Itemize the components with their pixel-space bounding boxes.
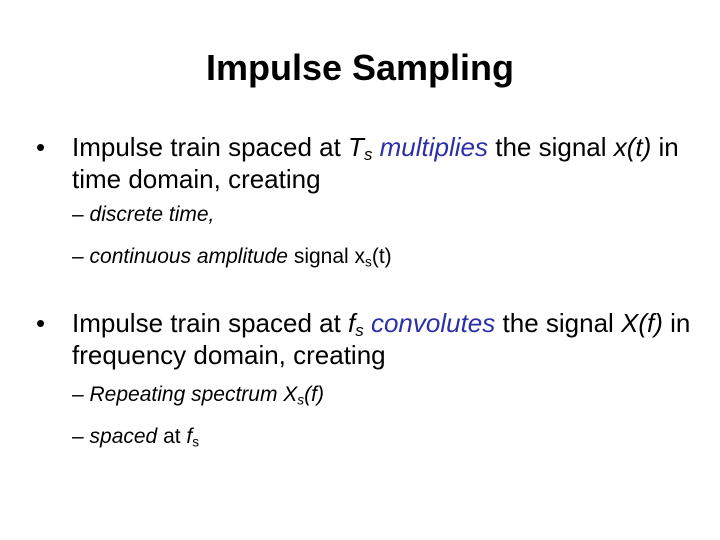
subbullet-tail: (t) <box>371 245 392 268</box>
ts-symbol <box>348 132 373 165</box>
fs-subscript: s <box>355 321 364 341</box>
bullet-text <box>72 307 696 371</box>
signal-xf: X(f) <box>621 308 663 338</box>
bullet-text-part: Impulse train spaced at <box>72 308 349 338</box>
subbullet-spaced-at-fs <box>72 423 692 451</box>
fs-main: f <box>186 425 193 448</box>
subbullet-text: discrete time, <box>89 203 215 226</box>
bullet-dot: • <box>36 132 46 162</box>
subbullet-continuous-amplitude <box>72 243 692 271</box>
subbullet-tail: (f) <box>304 383 324 406</box>
bullet-text-part: in frequency domain, creating <box>72 308 691 370</box>
slide-title: Impulse Sampling <box>205 47 515 88</box>
bullet-text-gap <box>372 132 379 162</box>
dash: – <box>72 425 90 448</box>
ts-main: T <box>348 132 364 162</box>
bullet-time-domain <box>36 131 696 195</box>
subbullet-italic: spaced <box>89 425 158 448</box>
subbullet-text: at <box>157 425 187 448</box>
xs-subscript: s <box>365 254 372 270</box>
fs-symbol <box>348 308 364 341</box>
subbullet-italic <box>90 383 324 406</box>
fs-main: f <box>348 308 356 338</box>
bullet-text-gap <box>364 308 371 338</box>
bullet-frequency-domain <box>36 307 696 371</box>
dash: – <box>72 203 90 226</box>
dash: – <box>72 245 90 268</box>
bullet-text-part: in time domain, creating <box>72 132 679 194</box>
dash: – <box>72 383 90 406</box>
bullet-text-part: the signal <box>495 308 622 338</box>
subbullet-text: Repeating spectrum X <box>89 383 298 406</box>
multiplies-keyword: multiplies <box>379 132 488 162</box>
xs-subscript: s <box>297 392 305 408</box>
subbullet-discrete-time <box>72 201 692 229</box>
bullet-text-part: Impulse train spaced at <box>72 132 349 162</box>
bullet-text-part: the signal <box>488 132 614 162</box>
subbullet-text: signal x <box>287 245 366 268</box>
convolutes-keyword: convolutes <box>370 308 496 338</box>
subbullet-italic: continuous amplitude <box>89 245 288 268</box>
subbullet-repeating-spectrum <box>72 381 692 409</box>
signal-xt: x(t) <box>613 132 652 162</box>
bullet-text <box>72 131 696 195</box>
bullet-dot: • <box>36 308 46 338</box>
ts-subscript: s <box>363 145 373 165</box>
fs-subscript: s <box>192 434 200 450</box>
